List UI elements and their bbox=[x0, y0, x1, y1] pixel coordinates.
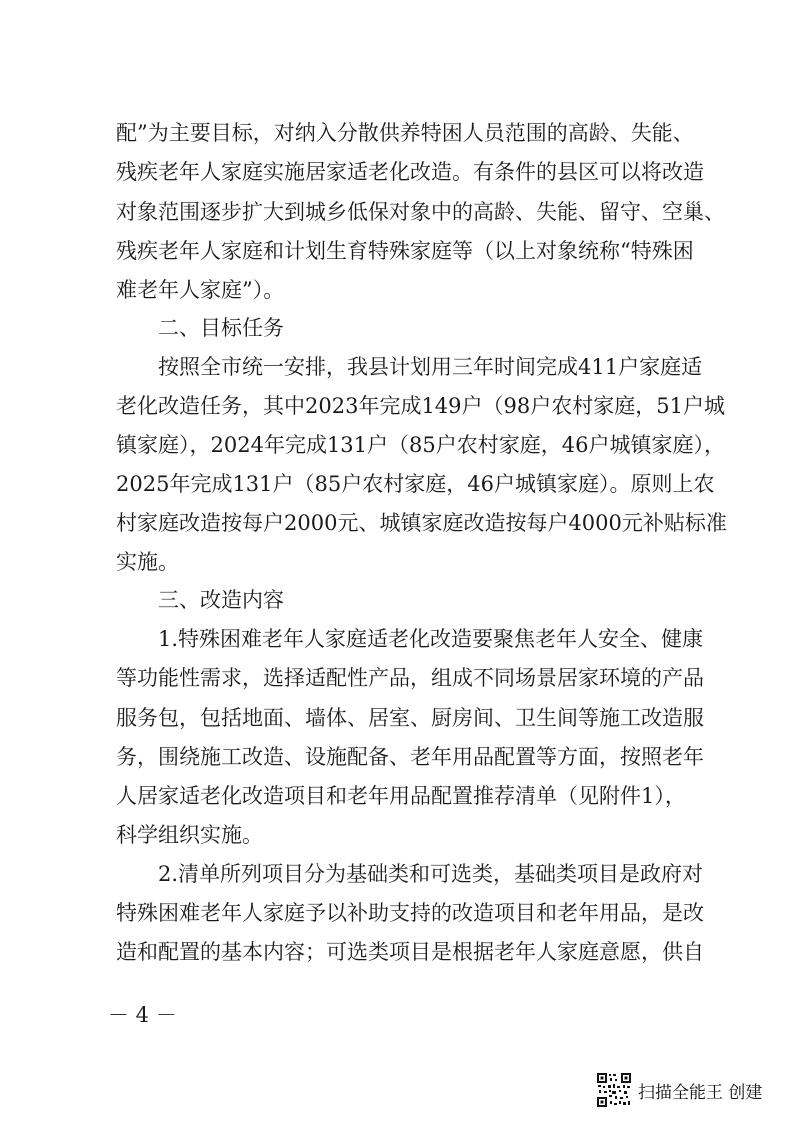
targets-line-6: 实施。 bbox=[116, 550, 179, 574]
targets-line-5: 村家庭改造按每户2000元、城镇家庭改造按每户4000元补贴标准 bbox=[116, 511, 727, 535]
content-item2-line-2: 特殊困难老年人家庭予以补助支持的改造项目和老年用品，是改 bbox=[116, 901, 704, 925]
intro-line-4: 残疾老年人家庭和计划生育特殊家庭等（以上对象统称“特殊困 bbox=[116, 239, 694, 263]
intro-line-3: 对象范围逐步扩大到城乡低保对象中的高龄、失能、留守、空巢、 bbox=[116, 200, 725, 224]
intro-line-1: 配”为主要目标，对纳入分散供养特困人员范围的高龄、失能、 bbox=[116, 121, 694, 145]
targets-line-2: 老化改造任务，其中2023年完成149户（98户农村家庭，51户城 bbox=[116, 394, 725, 418]
qr-code-icon bbox=[596, 1072, 632, 1108]
targets-line-4: 2025年完成131户（85户农村家庭，46户城镇家庭）。原则上农 bbox=[116, 472, 715, 496]
section-heading-targets: 二、目标任务 bbox=[158, 316, 284, 340]
content-item1-line-2: 等功能性需求，选择适配性产品，组成不同场景居家环境的产品 bbox=[116, 666, 704, 690]
scanner-label: 扫描全能王 创建 bbox=[638, 1082, 763, 1103]
intro-line-2: 残疾老年人家庭实施居家适老化改造。有条件的县区可以将改造 bbox=[116, 160, 704, 184]
section-heading-content: 三、改造内容 bbox=[158, 588, 284, 612]
content-item1-line-4: 务，围绕施工改造、设施配备、老年用品配置等方面，按照老年 bbox=[116, 745, 704, 769]
content-item1-line-3: 服务包，包括地面、墙体、居室、厨房间、卫生间等施工改造服 bbox=[116, 706, 704, 730]
content-item2-line-3: 造和配置的基本内容；可选类项目是根据老年人家庭意愿，供自 bbox=[116, 940, 704, 964]
content-item1-line-5: 人居家适老化改造项目和老年用品配置推荐清单（见附件1）， bbox=[116, 784, 686, 808]
content-item1-line-6: 科学组织实施。 bbox=[116, 823, 263, 847]
targets-line-3: 镇家庭），2024年完成131户（85户农村家庭，46户城镇家庭）， bbox=[116, 433, 725, 457]
content-item2-line-1: 2.清单所列项目分为基础类和可选类，基础类项目是政府对 bbox=[158, 862, 704, 886]
scanner-watermark bbox=[596, 1072, 762, 1108]
targets-line-1: 按照全市统一安排，我县计划用三年时间完成411户家庭适 bbox=[158, 355, 703, 379]
intro-line-5: 难老年人家庭”）。 bbox=[116, 278, 285, 302]
page-number: － 4 － bbox=[108, 1003, 177, 1027]
content-item1-line-1: 1.特殊困难老年人家庭适老化改造要聚焦老年人安全、健康 bbox=[158, 627, 704, 651]
